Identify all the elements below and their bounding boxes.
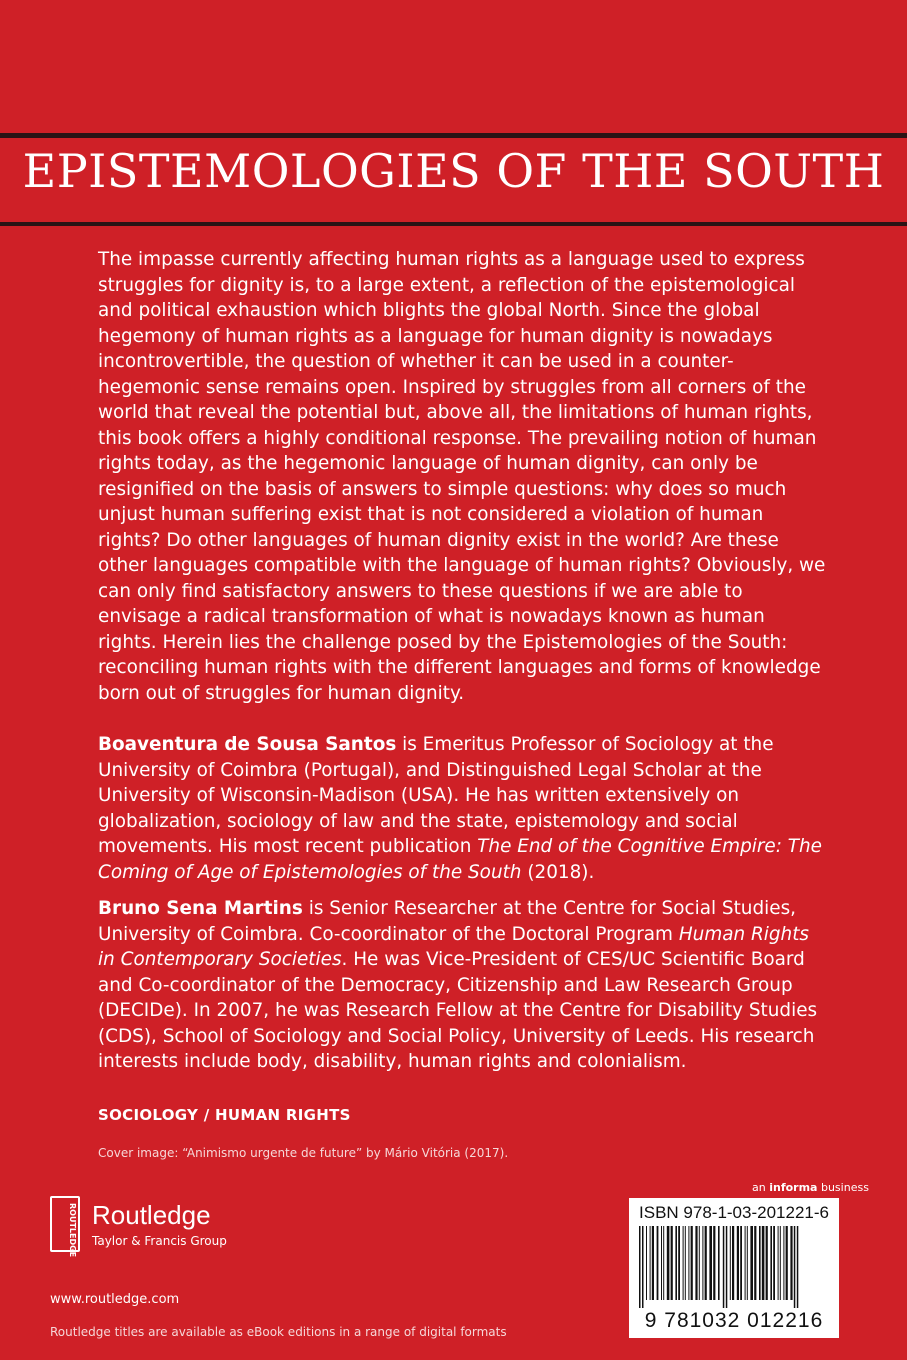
barcode-bar: [732, 1226, 734, 1300]
publisher-website: www.routledge.com: [50, 1292, 180, 1307]
barcode-bar: [766, 1226, 768, 1300]
barcode-bar: [754, 1226, 756, 1300]
publisher-name: Routledge: [92, 1200, 211, 1230]
barcode-bar: [663, 1226, 664, 1300]
barcode-bar: [759, 1226, 761, 1300]
barcode-bar: [667, 1226, 670, 1300]
author-bio-text: (2018).: [521, 861, 595, 883]
author-bio-text: is Emeritus Professor of Sociology at the University of Coimbra (Portugal), and Distinguished Legal Scholar at the University of Wisconsin-Madison (USA). He has written extensively on globalization, sociology of law and the state, epistemology and social movements. His most recent publication: [98, 734, 774, 857]
barcode-bar: [671, 1226, 673, 1300]
author-program: Human Rights in Contemporary Societies: [98, 923, 810, 970]
barcode-bar: [747, 1226, 748, 1300]
barcode-bar: [685, 1226, 686, 1300]
barcode-bar: [675, 1226, 677, 1300]
author-bio-text: . He was Vice-President of CES/UC Scientific Board and Co-coordinator of the Democracy, Citizenship and Law Research Group (DECIDe). In 2007, he was Research Fellow at the Centre for Disability Studies (CDS), School of Sociology and Social Policy, University of Leeds. His research interests include body, disability, human rights and colonialism.: [98, 949, 818, 1072]
barcode-bar: [730, 1226, 731, 1300]
barcode-bar: [661, 1226, 662, 1300]
barcode-bar: [770, 1226, 772, 1300]
barcode-bar: [783, 1226, 784, 1300]
author-name: Bruno Sena Martins: [98, 898, 303, 919]
publisher-group: Taylor & Francis Group: [92, 1234, 227, 1248]
barcode-bar: [780, 1226, 781, 1300]
barcode-bar: [718, 1226, 720, 1300]
barcode-digits: 9 781032 012216: [644, 1309, 824, 1332]
bottom-rule: [0, 222, 907, 226]
top-rule: [0, 133, 907, 138]
logo-letters: ROUTLEDGE: [68, 1203, 77, 1258]
barcode-bar: [778, 1226, 779, 1300]
barcode-bar: [737, 1226, 739, 1300]
publisher-logo: [50, 1196, 250, 1256]
informa-tagline: [752, 1181, 869, 1194]
barcode-bar: [794, 1226, 796, 1308]
author-name: Boaventura de Sousa Santos: [98, 734, 397, 755]
barcode-bar: [786, 1226, 788, 1300]
barcode-bar: [688, 1226, 689, 1300]
barcode-bar: [699, 1226, 700, 1300]
barcode-bar: [713, 1226, 715, 1300]
barcode-bar: [657, 1226, 659, 1300]
barcode-icon: [637, 1226, 831, 1308]
barcode-bar: [740, 1226, 742, 1300]
barcode-bar: [773, 1226, 775, 1300]
barcode-box: [629, 1198, 839, 1338]
routledge-logo-icon: [50, 1196, 80, 1258]
cover-credit: Cover image: “Animismo urgente de future” by Mário Vitória (2017).: [98, 1146, 509, 1160]
barcode-bar: [705, 1226, 707, 1300]
barcode-bar: [762, 1226, 765, 1300]
barcode-bar: [695, 1226, 697, 1300]
barcode-bar: [683, 1226, 684, 1300]
barcode-bar: [678, 1226, 680, 1300]
isbn-label: ISBN 978-1-03-201221-6: [639, 1203, 829, 1222]
barcode-bar: [642, 1226, 644, 1308]
informa-suffix: business: [817, 1181, 869, 1194]
barcode-bar: [646, 1226, 647, 1300]
ebook-note: Routledge titles are available as eBook editions in a range of digital formats: [50, 1325, 507, 1339]
author-publication: The End of the Cognitive Empire: The Coming of Age of Epistemologies of the South: [98, 836, 822, 883]
series-title: EPISTEMOLOGIES OF THE SOUTH: [22, 144, 885, 198]
barcode-bar: [750, 1226, 753, 1300]
barcode-bar: [723, 1226, 725, 1308]
barcode-bar: [797, 1226, 799, 1308]
barcode-bar: [709, 1226, 712, 1300]
subject-category: SOCIOLOGY / HUMAN RIGHTS: [98, 1106, 351, 1124]
informa-prefix: an: [752, 1181, 770, 1194]
barcode-bar: [650, 1226, 651, 1300]
author-bio-1: [98, 732, 826, 885]
barcode-bar: [702, 1226, 703, 1300]
barcode-bar: [639, 1226, 641, 1308]
book-blurb: The impasse currently affecting human rights as a language used to express struggles for dignity is, to a large extent, a reflection of the epistemological and political exhaustion which blights the global North. Since the global hegemony of human rights as a language for human dignity is nowadays incontrovertible, the question of whether it can be used in a counter-hegemonic sense remains open. Inspired by struggles from all corners of the world that reveal the potential but, above all, the limitations of human rights, this book offers a highly conditional response. The prevailing notion of human rights today, as the hegemonic language of human dignity, can only be resignified on the basis of answers to simple questions: why does so much unjust human suffering exist that is not considered a violation of human rights? Do other languages of human dignity exist in the world? Are these other languages compatible with the language of human rights? Obviously, we can only find satisfactory answers to these questions if we are able to envisage a radical transformation of what is nowadays known as human rights. Herein lies the challenge posed by the Epistemologies of the South: reconciling human rights with the different languages and forms of knowledge born out of struggles for human dignity.: [98, 249, 826, 704]
barcode-bar: [745, 1226, 746, 1300]
informa-brand: informa: [769, 1181, 818, 1194]
barcode-bar: [726, 1226, 728, 1308]
barcode-bar: [790, 1226, 792, 1300]
barcode-bar: [652, 1226, 654, 1300]
author-bio-text: is Senior Researcher at the Centre for Social Studies, University of Coimbra. Co-coordinator of the Doctoral Program: [98, 898, 796, 945]
author-bio-2: [98, 896, 826, 1075]
barcode-bar: [691, 1226, 693, 1300]
